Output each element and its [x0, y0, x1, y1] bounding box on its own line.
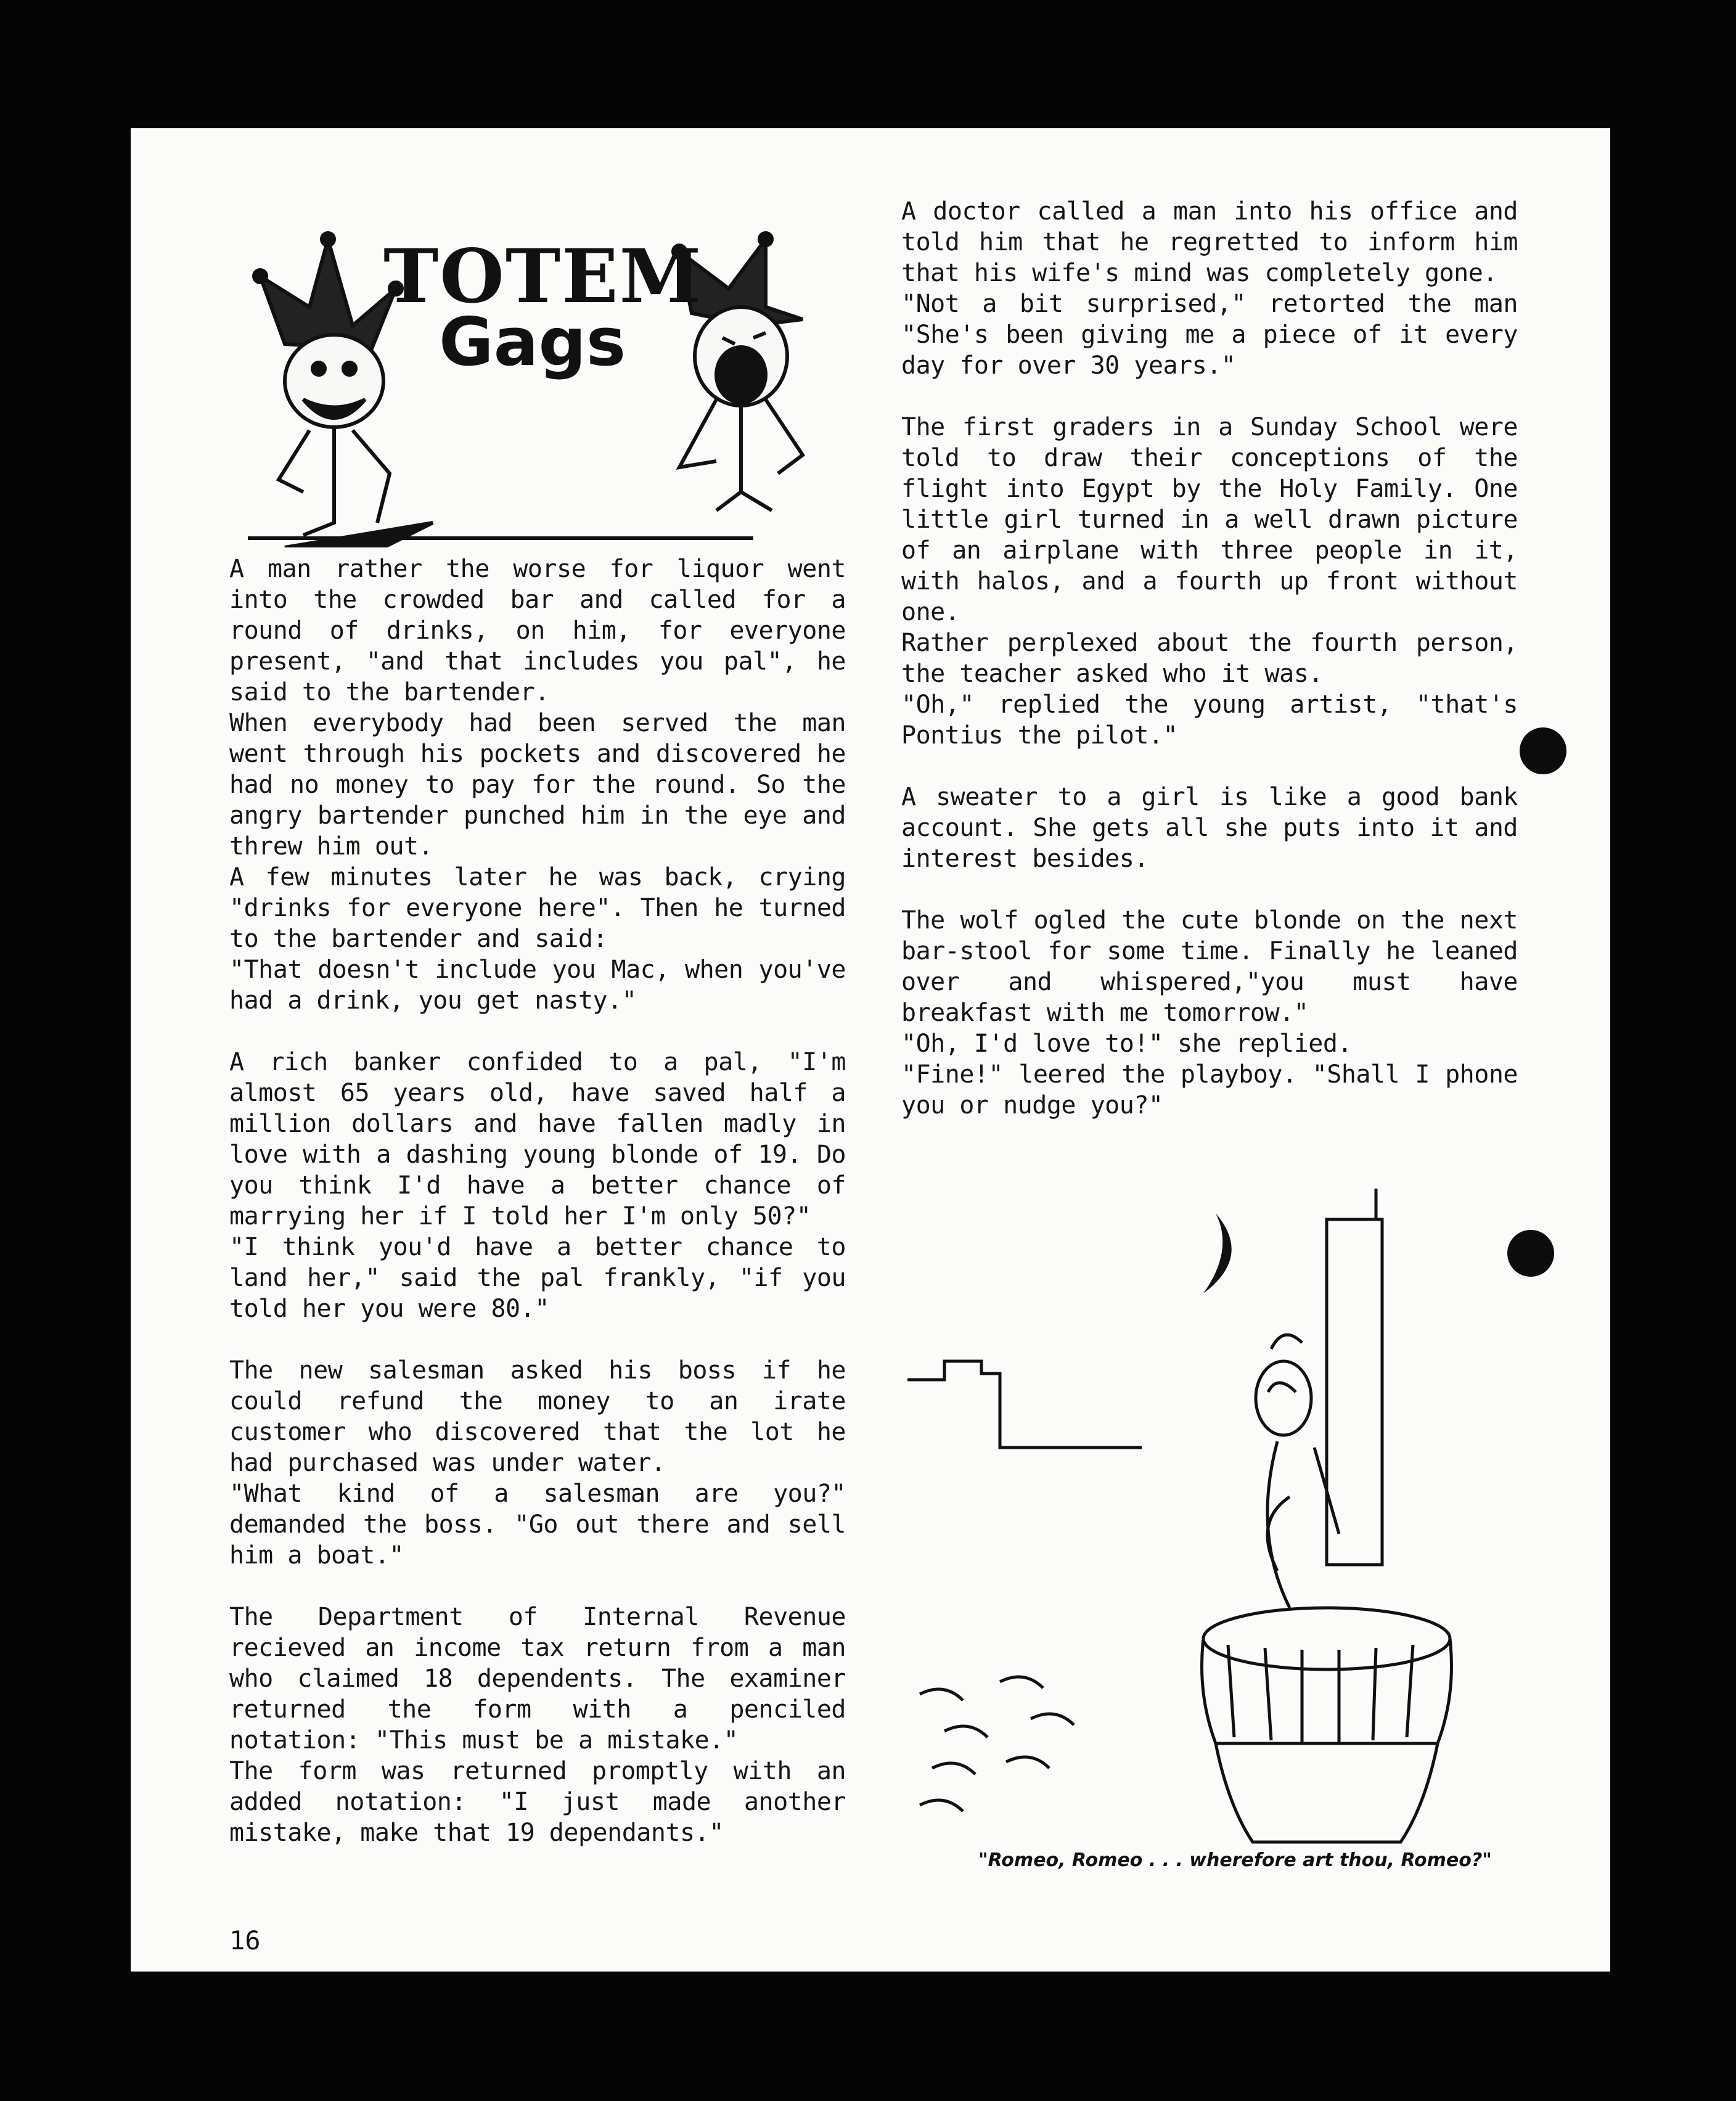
joke-paragraph: "What kind of a salesman are you?" demanded the boss. "Go out there and sell him a boat." — [229, 1480, 861, 1570]
title-totem: TOTEM — [383, 233, 703, 320]
joke-paragraph: A doctor called a man into his office and told him that he regretted to inform him that his wife's mind was completely gone. — [901, 197, 1533, 287]
joke-paragraph: The first graders in a Sunday School were told to draw their conceptions of the flight into Egypt by the Holy Family. One little girl turned in a well drawn picture of an airplane with three people in it, with halos, and a fourth up front without one. — [901, 413, 1533, 626]
right-column — [901, 196, 1533, 1152]
joke-paragraph: The wolf ogled the cute blonde on the next bar-stool for some time. Finally he leaned over and whispered,"you must have breakfast with me tomorrow." — [901, 906, 1533, 1027]
joke-paragraph: A man rather the worse for liquor went into the crowded bar and called for a round of drinks, on him, for everyone present, "and that includes you pal", he said to the bartender. — [229, 555, 861, 706]
cartoon-drawing — [907, 1189, 1524, 1867]
joke-paragraph: The new salesman asked his boss if he could refund the money to an irate customer who discovered that the lot he had purchased was under water. — [229, 1356, 861, 1477]
punch-hole-icon — [1507, 1230, 1554, 1277]
cartoon-caption: "Romeo, Romeo . . . wherefore art thou, Romeo?" — [978, 1849, 1492, 1871]
joke-rich-banker — [229, 1047, 861, 1324]
joke-paragraph: "Oh, I'd love to!" she replied. — [901, 1030, 1353, 1058]
header-banner — [211, 202, 827, 547]
joke-paragraph: "I think you'd have a better chance to land her," said the pal frankly, "if you told her you were 80." — [229, 1233, 861, 1323]
magazine-page — [131, 128, 1610, 1972]
joke-bar-drinks — [229, 554, 861, 1016]
joke-paragraph: A sweater to a girl is like a good bank account. She gets all she puts into it and interest besides. — [901, 783, 1533, 873]
joke-salesman — [229, 1355, 861, 1571]
joke-paragraph: "Not a bit surprised," retorted the man "She's been giving me a piece of it every day for over 30 years." — [901, 290, 1533, 380]
left-column — [229, 554, 861, 1879]
joke-sunday-school — [901, 412, 1533, 751]
joke-paragraph: A rich banker confided to a pal, "I'm almost 65 years old, have saved half a million dollars and have fallen madly in love with a dashing young blonde of 19. Do you think I'd have a better chance of marrying her if I told her I'm only 50?" — [229, 1048, 861, 1231]
joke-sweater — [901, 782, 1533, 874]
joke-paragraph: "That doesn't include you Mac, when you've had a drink, you get nasty." — [229, 956, 861, 1015]
joke-paragraph: "Fine!" leered the playboy. "Shall I phone you or nudge you?" — [901, 1060, 1533, 1120]
moon-icon — [1203, 1213, 1232, 1293]
joke-paragraph: When everybody had been served the man went through his pockets and discovered he had no money to pay for the round. So the angry bartender punched him in the eye and threw him out. — [229, 709, 861, 861]
joke-paragraph: "Oh," replied the young artist, "that's Pontius the pilot." — [901, 690, 1533, 750]
punch-hole-icon — [1520, 727, 1566, 774]
joke-wolf — [901, 905, 1533, 1121]
page-number: 16 — [229, 1925, 261, 1956]
title-gags: Gags — [439, 304, 626, 381]
joke-paragraph: A few minutes later he was back, crying "drinks for everyone here". Then he turned to the bartender and said: — [229, 863, 861, 953]
joke-paragraph: The Department of Internal Revenue recieved an income tax return from a man who claimed 18 dependents. The examiner returned the form with a penciled notation: "This must be a mistake." — [229, 1603, 861, 1755]
joke-paragraph: Rather perplexed about the fourth person, the teacher asked who it was. — [901, 629, 1533, 688]
romeo-cartoon — [907, 1189, 1524, 1867]
joke-doctor — [901, 196, 1533, 381]
joke-internal-revenue — [229, 1602, 861, 1848]
joke-paragraph: The form was returned promptly with an added notation: "I just made another mistake, make that 19 dependants." — [229, 1757, 861, 1847]
